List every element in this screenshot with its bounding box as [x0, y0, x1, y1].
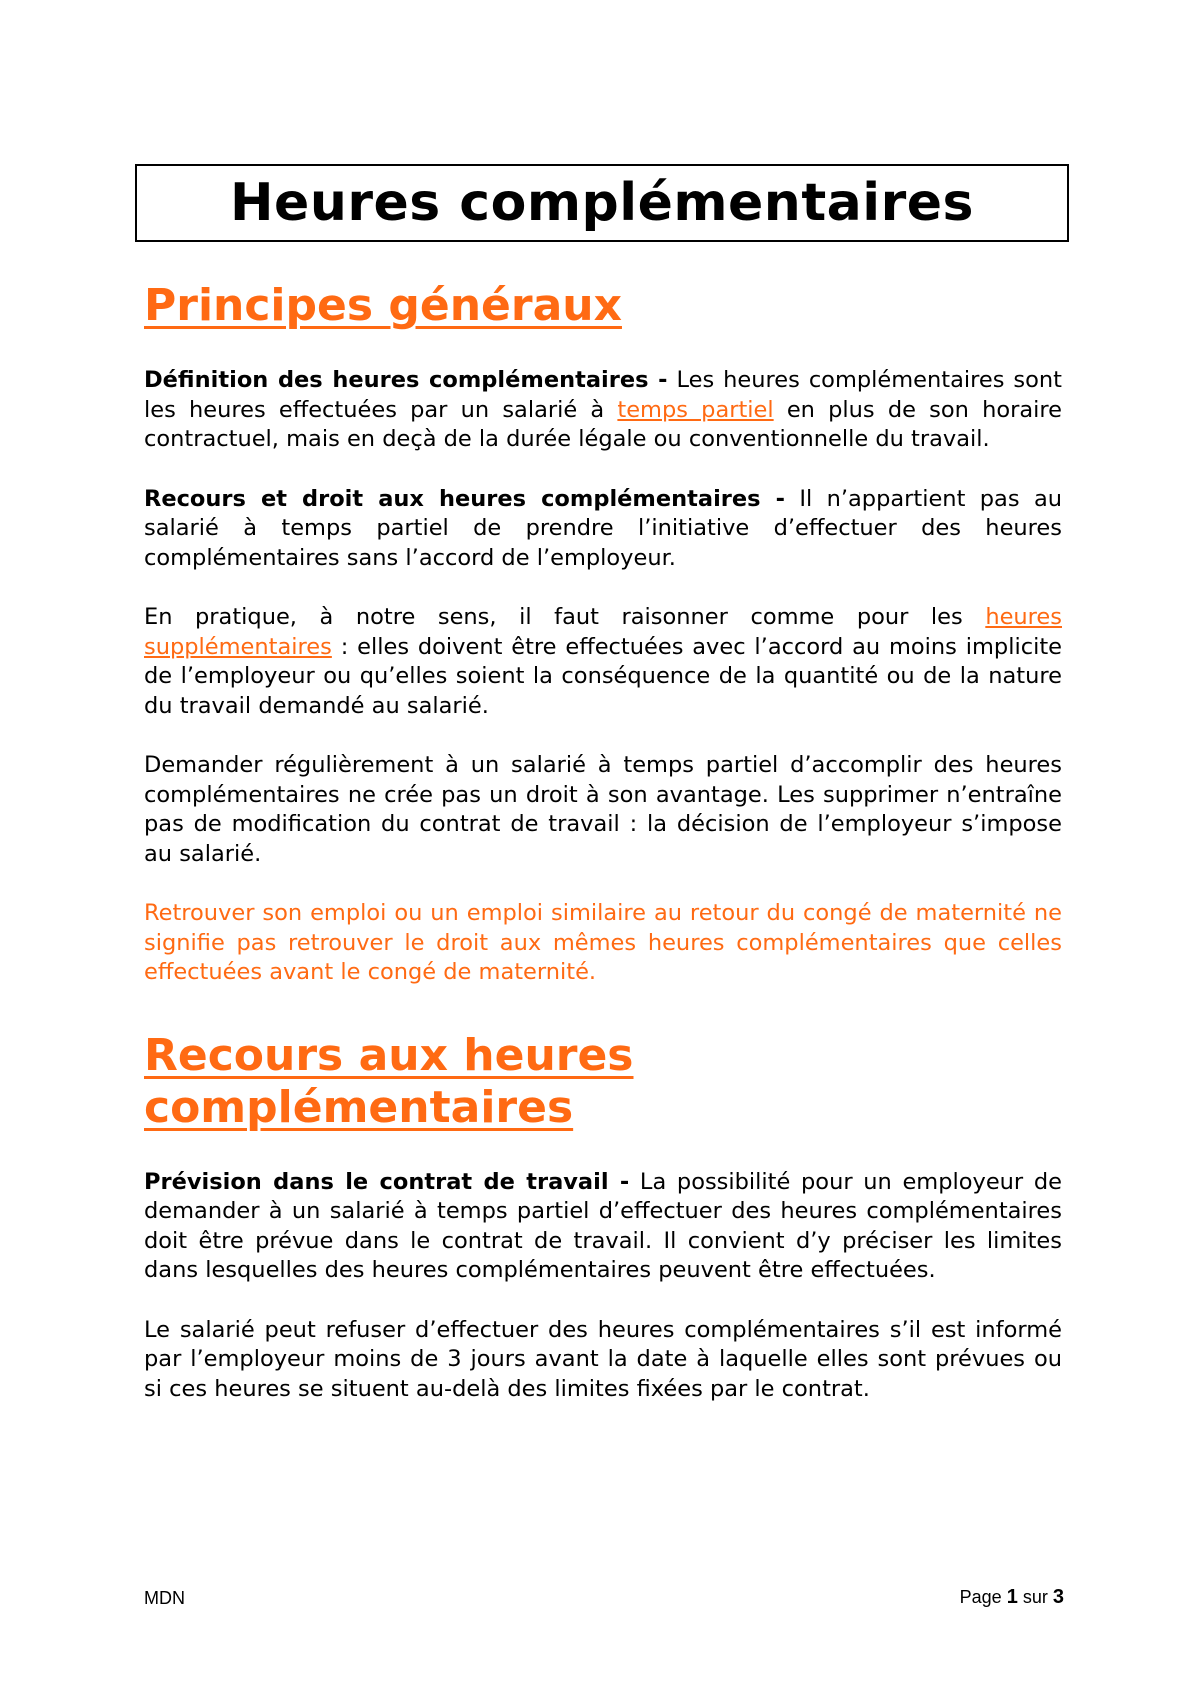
section-heading-principes: Principes généraux: [144, 280, 622, 331]
paragraph-definition: [144, 366, 1062, 455]
footer-page-number: [960, 1586, 1064, 1609]
paragraph-lead: Recours et droit aux heures complémentaires -: [144, 485, 785, 512]
paragraph-text: La possibilité pour un employeur de demander à un salarié à temps partiel d’effectuer des heures complémentaires doit être prévue dans le contrat de travail. Il convient d’y préciser les limites dans lesquelles des heures complémentaires peuvent être effectuées.: [144, 1168, 1062, 1283]
paragraph-prevision: [144, 1168, 1062, 1286]
link-temps-partiel[interactable]: temps partiel: [617, 396, 774, 423]
page-sep: sur: [1022, 1587, 1048, 1607]
paragraph-lead: Définition des heures complémentaires -: [144, 367, 668, 393]
paragraph-text: en plus de son horaire contractuel, mais en deçà de la durée légale ou conventionnelle du travail.: [144, 396, 1062, 452]
paragraph-text: Il n’appartient pas au salarié à temps partiel de prendre l’initiative d’effectuer des heures complémentaires sans l’accord de l’employeur.: [144, 485, 1062, 571]
title-box: [135, 164, 1069, 242]
paragraph-text: : elles doivent être effectuées avec l’accord au moins implicite de l’employeur ou qu’elles soient la conséquence de la quantité ou de la nature du travail demandé au salarié.: [144, 633, 1062, 719]
document-body: [144, 280, 1062, 1404]
page-label: Page: [959, 1587, 1002, 1607]
page-total: 3: [1052, 1586, 1064, 1608]
page-title: Heures complémentaires: [230, 173, 974, 233]
paragraph-text: En pratique, à notre sens, il faut raisonner comme pour les: [144, 604, 986, 630]
paragraph-demander: Demander régulièrement à un salarié à temps partiel d’accomplir des heures complémentaires ne crée pas un droit à son avantage. Les supprimer n’entraîne pas de modification du contrat de travail : la décision de l’employeur s’impose au salarié.: [144, 752, 1062, 867]
paragraph-lead: Prévision dans le contrat de travail -: [144, 1168, 630, 1195]
link-heures-supplementaires[interactable]: heures supplémentaires: [144, 604, 1062, 660]
section-heading-recours: Recours aux heures complémentaires: [144, 1029, 634, 1133]
paragraph-maternite-note: Retrouver son emploi ou un emploi similaire au retour du congé de maternité ne signifie pas retrouver le droit aux mêmes heures complémentaires que celles effectuées avant le congé de maternité.: [144, 900, 1062, 985]
footer-author: MDN: [144, 1588, 185, 1608]
paragraph-refus: Le salarié peut refuser d’effectuer des heures complémentaires s’il est informé par l’employeur moins de 3 jours avant la date à laquelle elles sont prévues ou si ces heures se situent au-delà des limites fixées par le contrat.: [144, 1316, 1062, 1402]
page-current: 1: [1006, 1586, 1018, 1608]
paragraph-text: Les heures complémentaires sont les heures effectuées par un salarié à: [144, 367, 1062, 423]
paragraph-en-pratique: [144, 603, 1062, 721]
paragraph-recours-droit: [144, 485, 1062, 574]
